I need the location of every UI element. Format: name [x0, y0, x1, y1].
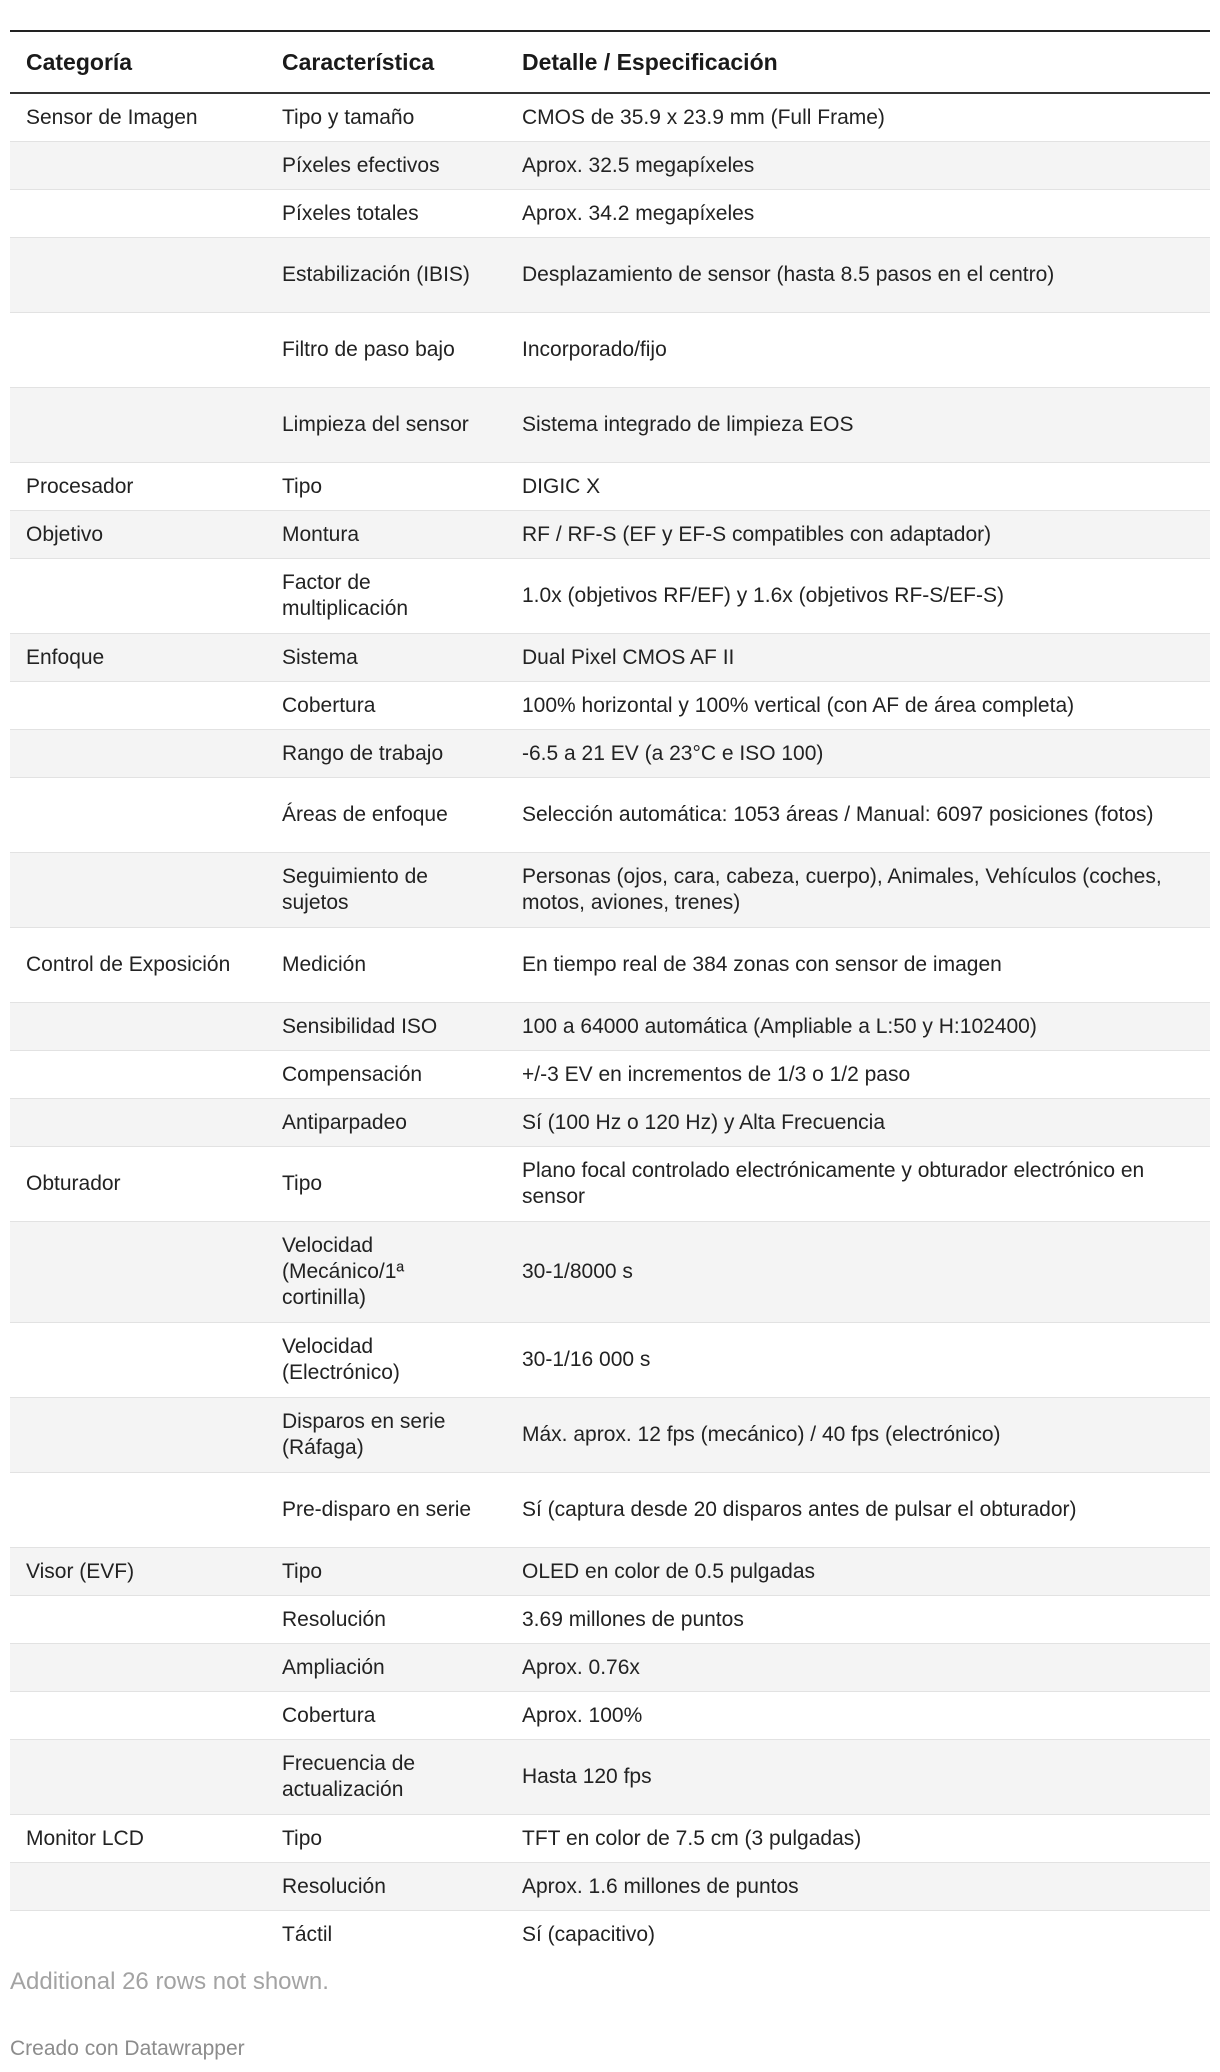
cell-category: [10, 313, 266, 388]
cell-feature: Píxeles efectivos: [266, 142, 506, 190]
cell-detail: Aprox. 34.2 megapíxeles: [506, 190, 1210, 238]
cell-feature: Limpieza del sensor: [266, 388, 506, 463]
cell-detail: OLED en color de 0.5 pulgadas: [506, 1548, 1210, 1596]
cell-feature: Sensibilidad ISO: [266, 1003, 506, 1051]
cell-category: Visor (EVF): [10, 1548, 266, 1596]
table-row: [10, 1692, 1210, 1740]
cell-category: Sensor de Imagen: [10, 93, 266, 142]
cell-feature: Pre-disparo en serie: [266, 1473, 506, 1548]
cell-detail: Aprox. 1.6 millones de puntos: [506, 1863, 1210, 1911]
table-row: [10, 1099, 1210, 1147]
table-row: [10, 853, 1210, 928]
cell-detail: En tiempo real de 384 zonas con sensor de imagen: [506, 928, 1210, 1003]
cell-detail: -6.5 a 21 EV (a 23°C e ISO 100): [506, 730, 1210, 778]
cell-feature: Ampliación: [266, 1644, 506, 1692]
cell-category: [10, 1398, 266, 1473]
cell-detail: Incorporado/fijo: [506, 313, 1210, 388]
table-row: [10, 778, 1210, 853]
cell-detail: CMOS de 35.9 x 23.9 mm (Full Frame): [506, 93, 1210, 142]
more-rows-note: Additional 26 rows not shown.: [10, 1968, 329, 1995]
cell-category: [10, 730, 266, 778]
cell-category: [10, 1222, 266, 1323]
cell-category: [10, 853, 266, 928]
cell-category: [10, 778, 266, 853]
cell-category: Enfoque: [10, 634, 266, 682]
cell-feature: Filtro de paso bajo: [266, 313, 506, 388]
cell-detail: 3.69 millones de puntos: [506, 1596, 1210, 1644]
cell-feature: Tipo: [266, 1548, 506, 1596]
cell-feature: Medición: [266, 928, 506, 1003]
cell-category: [10, 142, 266, 190]
table-row: [10, 190, 1210, 238]
cell-feature: Rango de trabajo: [266, 730, 506, 778]
cell-category: [10, 238, 266, 313]
header-feature[interactable]: Característica: [266, 31, 506, 93]
table-row: [10, 238, 1210, 313]
table-row: [10, 928, 1210, 1003]
table-row: [10, 559, 1210, 634]
cell-feature: Cobertura: [266, 1692, 506, 1740]
spec-table: [10, 30, 1210, 1958]
cell-feature: Factor de multiplicación: [266, 559, 506, 634]
table-row: [10, 1596, 1210, 1644]
cell-feature: Resolución: [266, 1596, 506, 1644]
cell-feature: Velocidad (Electrónico): [266, 1323, 506, 1398]
table-row: [10, 313, 1210, 388]
cell-category: [10, 559, 266, 634]
table-row: [10, 1473, 1210, 1548]
cell-feature: Velocidad (Mecánico/1ª cortinilla): [266, 1222, 506, 1323]
cell-feature: Tipo y tamaño: [266, 93, 506, 142]
cell-feature: Píxeles totales: [266, 190, 506, 238]
table-row: [10, 1911, 1210, 1959]
table-row: [10, 1548, 1210, 1596]
spec-table-container: [10, 30, 1210, 1958]
table-row: [10, 1740, 1210, 1815]
cell-feature: Resolución: [266, 1863, 506, 1911]
cell-feature: Frecuencia de actualización: [266, 1740, 506, 1815]
cell-detail: Desplazamiento de sensor (hasta 8.5 pasos en el centro): [506, 238, 1210, 313]
table-row: [10, 1323, 1210, 1398]
table-row: [10, 682, 1210, 730]
table-row: [10, 93, 1210, 142]
cell-category: Obturador: [10, 1147, 266, 1222]
cell-detail: Hasta 120 fps: [506, 1740, 1210, 1815]
cell-detail: Plano focal controlado electrónicamente y obturador electrónico en sensor: [506, 1147, 1210, 1222]
cell-detail: Sí (captura desde 20 disparos antes de pulsar el obturador): [506, 1473, 1210, 1548]
table-row: [10, 142, 1210, 190]
header-category[interactable]: Categoría: [10, 31, 266, 93]
cell-detail: Sí (capacitivo): [522, 1922, 656, 1946]
header-detail[interactable]: Detalle / Especificación: [506, 31, 1210, 93]
cell-feature: Compensación: [266, 1051, 506, 1099]
table-row: [10, 730, 1210, 778]
cell-feature: Antiparpadeo: [266, 1099, 506, 1147]
cell-category: [10, 1003, 266, 1051]
cell-detail: Aprox. 100%: [506, 1692, 1210, 1740]
cell-detail: Dual Pixel CMOS AF II: [506, 634, 1210, 682]
cell-detail: Sí (100 Hz o 120 Hz) y Alta Frecuencia: [506, 1099, 1210, 1147]
cell-category: [10, 1740, 266, 1815]
cell-category: [10, 1863, 266, 1911]
table-header-row: [10, 31, 1210, 93]
cell-feature: Disparos en serie (Ráfaga): [266, 1398, 506, 1473]
cell-detail: Aprox. 0.76x: [506, 1644, 1210, 1692]
cell-feature: Montura: [266, 511, 506, 559]
table-row: [10, 634, 1210, 682]
table-row: [10, 1398, 1210, 1473]
cell-detail: RF / RF-S (EF y EF-S compatibles con adaptador): [506, 511, 1210, 559]
cell-category: Objetivo: [10, 511, 266, 559]
cell-detail: 30-1/16 000 s: [506, 1323, 1210, 1398]
cell-detail: 30-1/8000 s: [506, 1222, 1210, 1323]
table-row: [10, 463, 1210, 511]
table-row: [10, 1863, 1210, 1911]
cell-category: [10, 1911, 266, 1959]
table-row: [10, 1147, 1210, 1222]
table-row: [10, 1003, 1210, 1051]
table-row: [10, 511, 1210, 559]
cell-category: [10, 1051, 266, 1099]
cell-category: Control de Exposición: [10, 928, 266, 1003]
cell-feature: Táctil: [282, 1922, 333, 1946]
cell-detail: Sistema integrado de limpieza EOS: [506, 388, 1210, 463]
cell-category: [10, 1596, 266, 1644]
cell-feature: Sistema: [266, 634, 506, 682]
cell-detail: Máx. aprox. 12 fps (mecánico) / 40 fps (electrónico): [506, 1398, 1210, 1473]
cell-detail: 100% horizontal y 100% vertical (con AF de área completa): [506, 682, 1210, 730]
table-row: [10, 1815, 1210, 1863]
table-row: [10, 1051, 1210, 1099]
cell-detail: Aprox. 32.5 megapíxeles: [506, 142, 1210, 190]
cell-feature: Estabilización (IBIS): [266, 238, 506, 313]
cell-category: [10, 190, 266, 238]
cell-detail: Selección automática: 1053 áreas / Manual: 6097 posiciones (fotos): [506, 778, 1210, 853]
cell-detail: Personas (ojos, cara, cabeza, cuerpo), Animales, Vehículos (coches, motos, aviones, trenes): [506, 853, 1210, 928]
cell-feature: Tipo: [266, 463, 506, 511]
cell-feature: Tipo: [266, 1147, 506, 1222]
cell-feature: Áreas de enfoque: [266, 778, 506, 853]
cell-feature: Seguimiento de sujetos: [266, 853, 506, 928]
cell-detail: TFT en color de 7.5 cm (3 pulgadas): [506, 1815, 1210, 1863]
cell-detail: DIGIC X: [506, 463, 1210, 511]
cell-category: [10, 1473, 266, 1548]
cell-category: [10, 1692, 266, 1740]
cell-detail: 1.0x (objetivos RF/EF) y 1.6x (objetivos RF-S/EF-S): [506, 559, 1210, 634]
table-row: [10, 388, 1210, 463]
table-body: [10, 93, 1210, 1958]
table-row: [10, 1644, 1210, 1692]
cell-category: Monitor LCD: [10, 1815, 266, 1863]
cell-feature: Cobertura: [266, 682, 506, 730]
cell-detail: +/-3 EV en incrementos de 1/3 o 1/2 paso: [506, 1051, 1210, 1099]
table-row: [10, 1222, 1210, 1323]
cell-category: [10, 388, 266, 463]
cell-category: [10, 1099, 266, 1147]
cell-detail: 100 a 64000 automática (Ampliable a L:50 y H:102400): [506, 1003, 1210, 1051]
cell-feature: Tipo: [266, 1815, 506, 1863]
cell-category: [10, 1323, 266, 1398]
cell-category: [10, 1644, 266, 1692]
cell-category: Procesador: [10, 463, 266, 511]
datawrapper-credit[interactable]: Creado con Datawrapper: [10, 2037, 245, 2060]
cell-category: [10, 682, 266, 730]
